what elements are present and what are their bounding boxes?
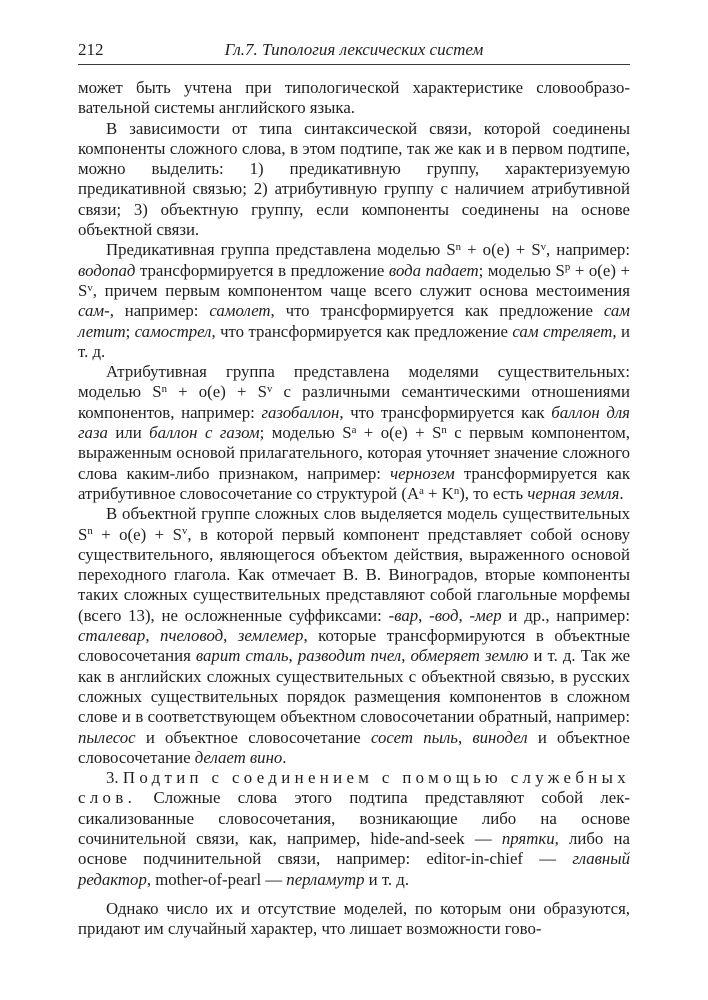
paragraph-2 [78,119,630,241]
superscript: v [540,241,547,253]
text: ), то есть [459,483,528,503]
italic-text: главный редактор [78,849,630,889]
text: Сложные слова этого подтипа представляют собой лексикализованные словосочетания, возникающие либо на основе сочинительной связи, как, например, hide-and-seek — [78,788,630,848]
italic-text: пчеловод [160,626,224,646]
superscript: v [87,281,93,294]
italic-text: вода падает [388,260,479,280]
text: с различными семантическими отношениями компонентов, например: [78,382,630,422]
text: , и т. д. [78,321,630,361]
superscript: n [87,525,93,538]
header-rule [78,64,630,65]
text: и объектное словосочетание [135,727,371,747]
paragraph-4 [78,362,630,504]
italic-text: винодел [472,727,528,747]
paragraph-6 [78,768,630,890]
text: В объектной группе сложных слов выделяется модель существительных S [78,504,630,544]
letterspaced-heading: Подтип с соединением с помощью служебных слов. [78,768,631,808]
text: , что трансформируется как [339,402,552,422]
page-body [78,78,630,939]
text: , что трансформируется как предложение [270,301,604,321]
text: и т. д. [364,869,410,889]
italic-text: варит сталь [195,646,289,666]
text: , mother-of-pearl — [146,869,287,889]
text: , [418,605,430,625]
text: + o(e) + S [461,240,541,260]
superscript: n [441,423,447,436]
text: В зависимости от типа синтаксической связи, которой соединены компоненты сложного слова, в этом подтипе, так же как и в первом подтипе, можно выделить: 1) предикативную группу, характеризуемую предикативной связью; 2) атрибутивную группу с наличием атрибутивной связи; 3) объектную группу, если компоненты соединены на основе объектной связи. [78,118,630,240]
italic-text: сам стреляет [512,321,613,341]
text: + o(e) + S [78,260,630,300]
italic-text: самострел [134,321,212,341]
text: или [107,423,150,443]
text: ; моделью S [478,260,565,280]
italic-text: прятки [501,828,555,848]
superscript: p [564,261,571,274]
italic-text: -вар [388,605,419,625]
superscript: v [266,383,273,396]
text: ; [125,321,135,341]
text: , [288,646,298,666]
italic-text: сам- [78,301,110,321]
superscript: n [453,484,460,497]
superscript: a [419,484,424,497]
text: , [223,626,238,646]
text: Предикативная группа представлена моделью S [106,240,456,260]
text: + o(e) + S [166,382,267,402]
text: , например: [546,240,630,260]
text: 3. [106,768,123,788]
text: , в которой первый компонент представляет собой основу существительного, являющегося объектом действия, выраженного основой переходного глагола. Как отмечает В. В. Виноградов, вторые компоненты таких сложных существительных представляют собой глагольные морфемы (всего 13), не осложненные суффиксами: [78,524,631,625]
text: ; моделью S [259,423,352,443]
paragraph-7 [78,899,630,940]
superscript: v [181,525,188,538]
text: и т. д. Так же как в английских сложных существительных с объектной связью, в русских сложных существительных порядок размещения компонентов в сложном слове и в соответствующем объектном словосочетании обратный, например: [78,646,631,727]
text: с первым компонентом, выраженным основой прилагательного, которая уточняет значение сложного слова каким-либо признаком, например: [78,423,630,483]
text: и объектное словосочетание [78,727,630,767]
text: + o(e) + S [92,524,182,544]
italic-text: самолет [209,301,271,321]
text: и др., например: [501,605,630,625]
text: , [145,626,161,646]
text: , [401,646,411,666]
italic-text: разводит пчел [297,646,402,666]
text: , либо на основе подчинительной связи, например: editor-in-chief — [78,828,630,869]
italic-text: делает вино [194,747,283,767]
paragraph-1 [78,78,630,119]
italic-text: чернозем [390,463,455,483]
page-number: 212 [78,40,104,59]
text: , [457,727,473,747]
italic-text: газобаллон [261,402,340,422]
text: , что трансформируется как предложение [211,321,513,341]
italic-text: баллон для газа [78,402,630,443]
italic-text: -мер [469,605,502,625]
text: трансформируется как атрибутивное словосочетание со структурой (A [78,463,630,503]
running-title: Гл.7. Типология лексических систем [224,40,484,59]
superscript: n [455,241,462,253]
page-header [78,38,630,61]
italic-text: сам летит [78,301,630,341]
italic-text: баллон с газом [149,423,260,443]
text: может быть учтена при типологической характеристике словообразовательной системы английского языка. [78,78,630,118]
text: Однако число их и отсутствие моделей, по которым они образуются, придают им случайный характер, что лишает возможности гово- [78,898,630,939]
text: , например: [109,301,210,321]
superscript: a [351,423,357,436]
text: + K [423,483,454,503]
italic-text: пылесос [78,727,136,747]
text: . [619,483,624,503]
text: , которые трансформируются в объектные словосочетания [78,626,631,666]
italic-text: сталевар [78,626,146,646]
italic-text: -вод [429,605,459,625]
italic-text: водопад [78,260,136,280]
text: , причем первым компонентом чаще всего служит основа местоимения [92,280,630,300]
text: Атрибутивная группа представлена моделями существительных: моделью S [78,362,630,402]
superscript: n [161,383,167,396]
italic-text: сосет пыль [370,727,458,747]
text: + o(e) + S [356,423,442,443]
italic-text: обмеряет землю [410,646,529,666]
italic-text: черная земля [527,483,620,503]
text: , [458,605,470,625]
text: . [282,747,287,767]
italic-text: землемер [237,626,304,646]
text: трансформируется в предложение [135,260,389,280]
italic-text: перламутр [286,869,365,889]
paragraph-3 [78,240,630,362]
paragraph-5 [78,504,630,768]
